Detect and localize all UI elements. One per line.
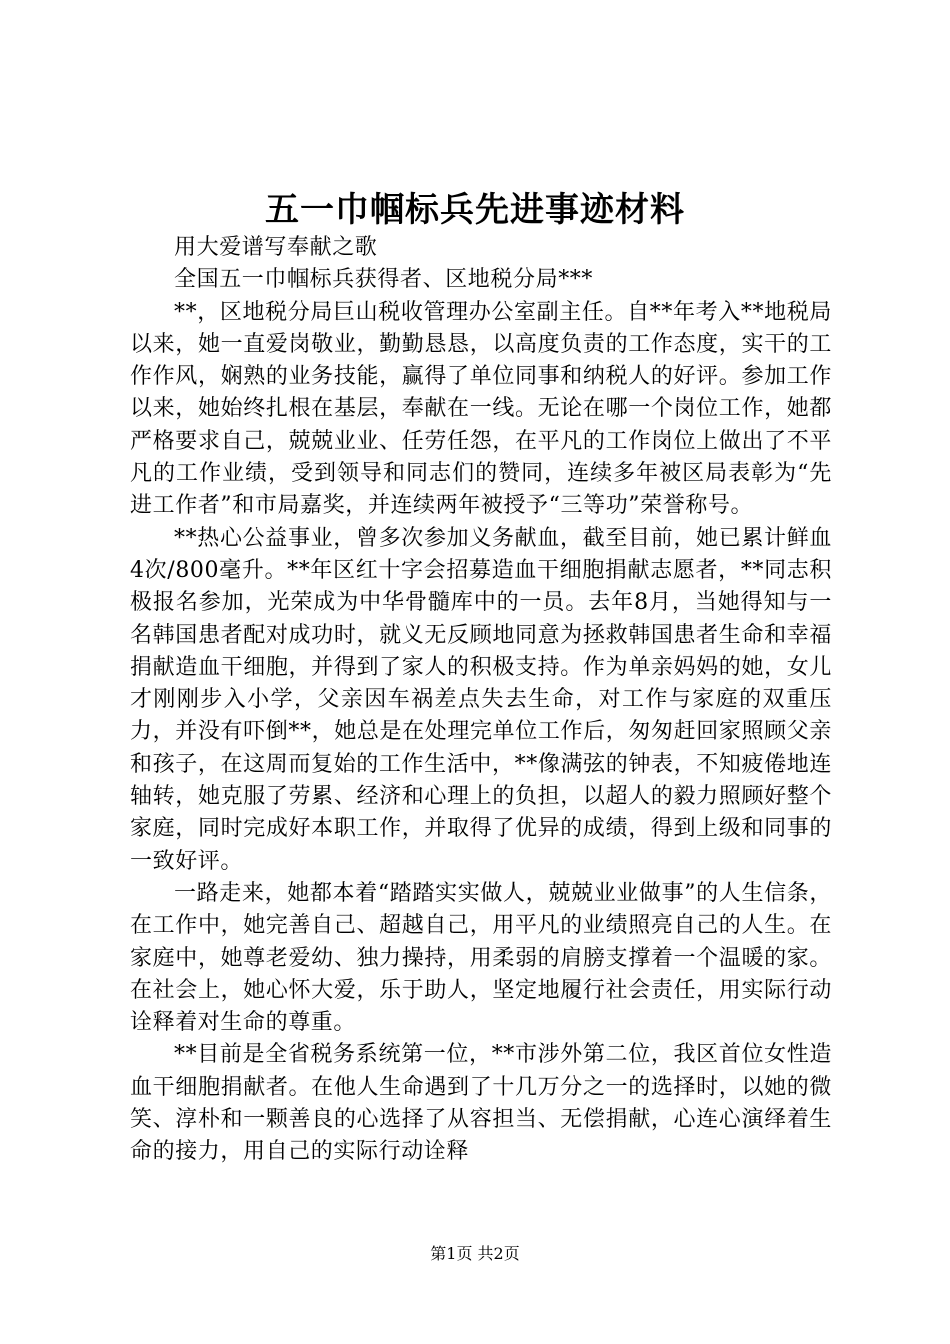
paragraph-4: **目前是全省税务系统第一位，**市涉外第二位，我区首位女性造血干细胞捐献者。在他人生命遇到了十几万分之一的选择时，以她的微笑、淳朴和一颗善良的心选择了从容担当、无偿捐献，心连心演绎着生命的接力，用自己的实际行动诠释 <box>130 1042 832 1165</box>
paragraph-3: 一路走来，她都本着“踏踏实实做人，兢兢业业做事”的人生信条，在工作中，她完善自己、超越自己，用平凡的业绩照亮自己的人生。在家庭中，她尊老爱幼、独力操持，用柔弱的肩膀支撑着一个温暖的家。在社会上，她心怀大爱，乐于助人，坚定地履行社会责任，用实际行动诠释着对生命的尊重。 <box>130 880 832 1036</box>
paragraph-2: **热心公益事业，曾多次参加义务献血，截至目前，她已累计鲜血4次/800毫升。**年区红十字会招募造血干细胞捐献志愿者，**同志积极报名参加，光荣成为中华骨髓库中的一员。去年8月，当她得知与一名韩国患者配对成功时，就义无反顾地同意为拯救韩国患者生命和幸福捐献造血干细胞，并得到了家人的积极支持。作为单亲妈妈的她，女儿才刚刚步入小学，父亲因车祸差点失去生命，对工作与家庭的双重压力，并没有吓倒**，她总是在处理完单位工作后，匆匆赶回家照顾父亲和孩子，在这周而复始的工作生活中，**像满弦的钟表，不知疲倦地连轴转，她克服了劳累、经济和心理上的负担，以超人的毅力照顾好整个家庭，同时完成好本职工作，并取得了优异的成绩，得到上级和同事的一致好评。 <box>130 525 832 874</box>
subtitle: 用大爱谱写奉献之歌 <box>174 235 378 260</box>
byline: 全国五一巾帼标兵获得者、区地税分局*** <box>174 267 594 293</box>
document-body <box>130 232 832 1169</box>
page-number-footer: 第1页 共2页 <box>430 1244 520 1263</box>
paragraph-1: **，区地税分局巨山税收管理办公室副主任。自**年考入**地税局以来，她一直爱岗敬业，勤勤恳恳，以高度负责的工作态度，实干的工作作风，娴熟的业务技能，赢得了单位同事和纳税人的好评。参加工作以来，她始终扎根在基层，奉献在一线。无论在哪一个岗位工作，她都严格要求自己，兢兢业业、任劳任怨，在平凡的工作岗位上做出了不平凡的工作业绩，受到领导和同志们的赞同，连续多年被区局表彰为“先进工作者”和市局嘉奖，并连续两年被授予“三等功”荣誉称号。 <box>130 299 832 519</box>
document-title: 五一巾帼标兵先进事迹材料 <box>265 190 685 230</box>
